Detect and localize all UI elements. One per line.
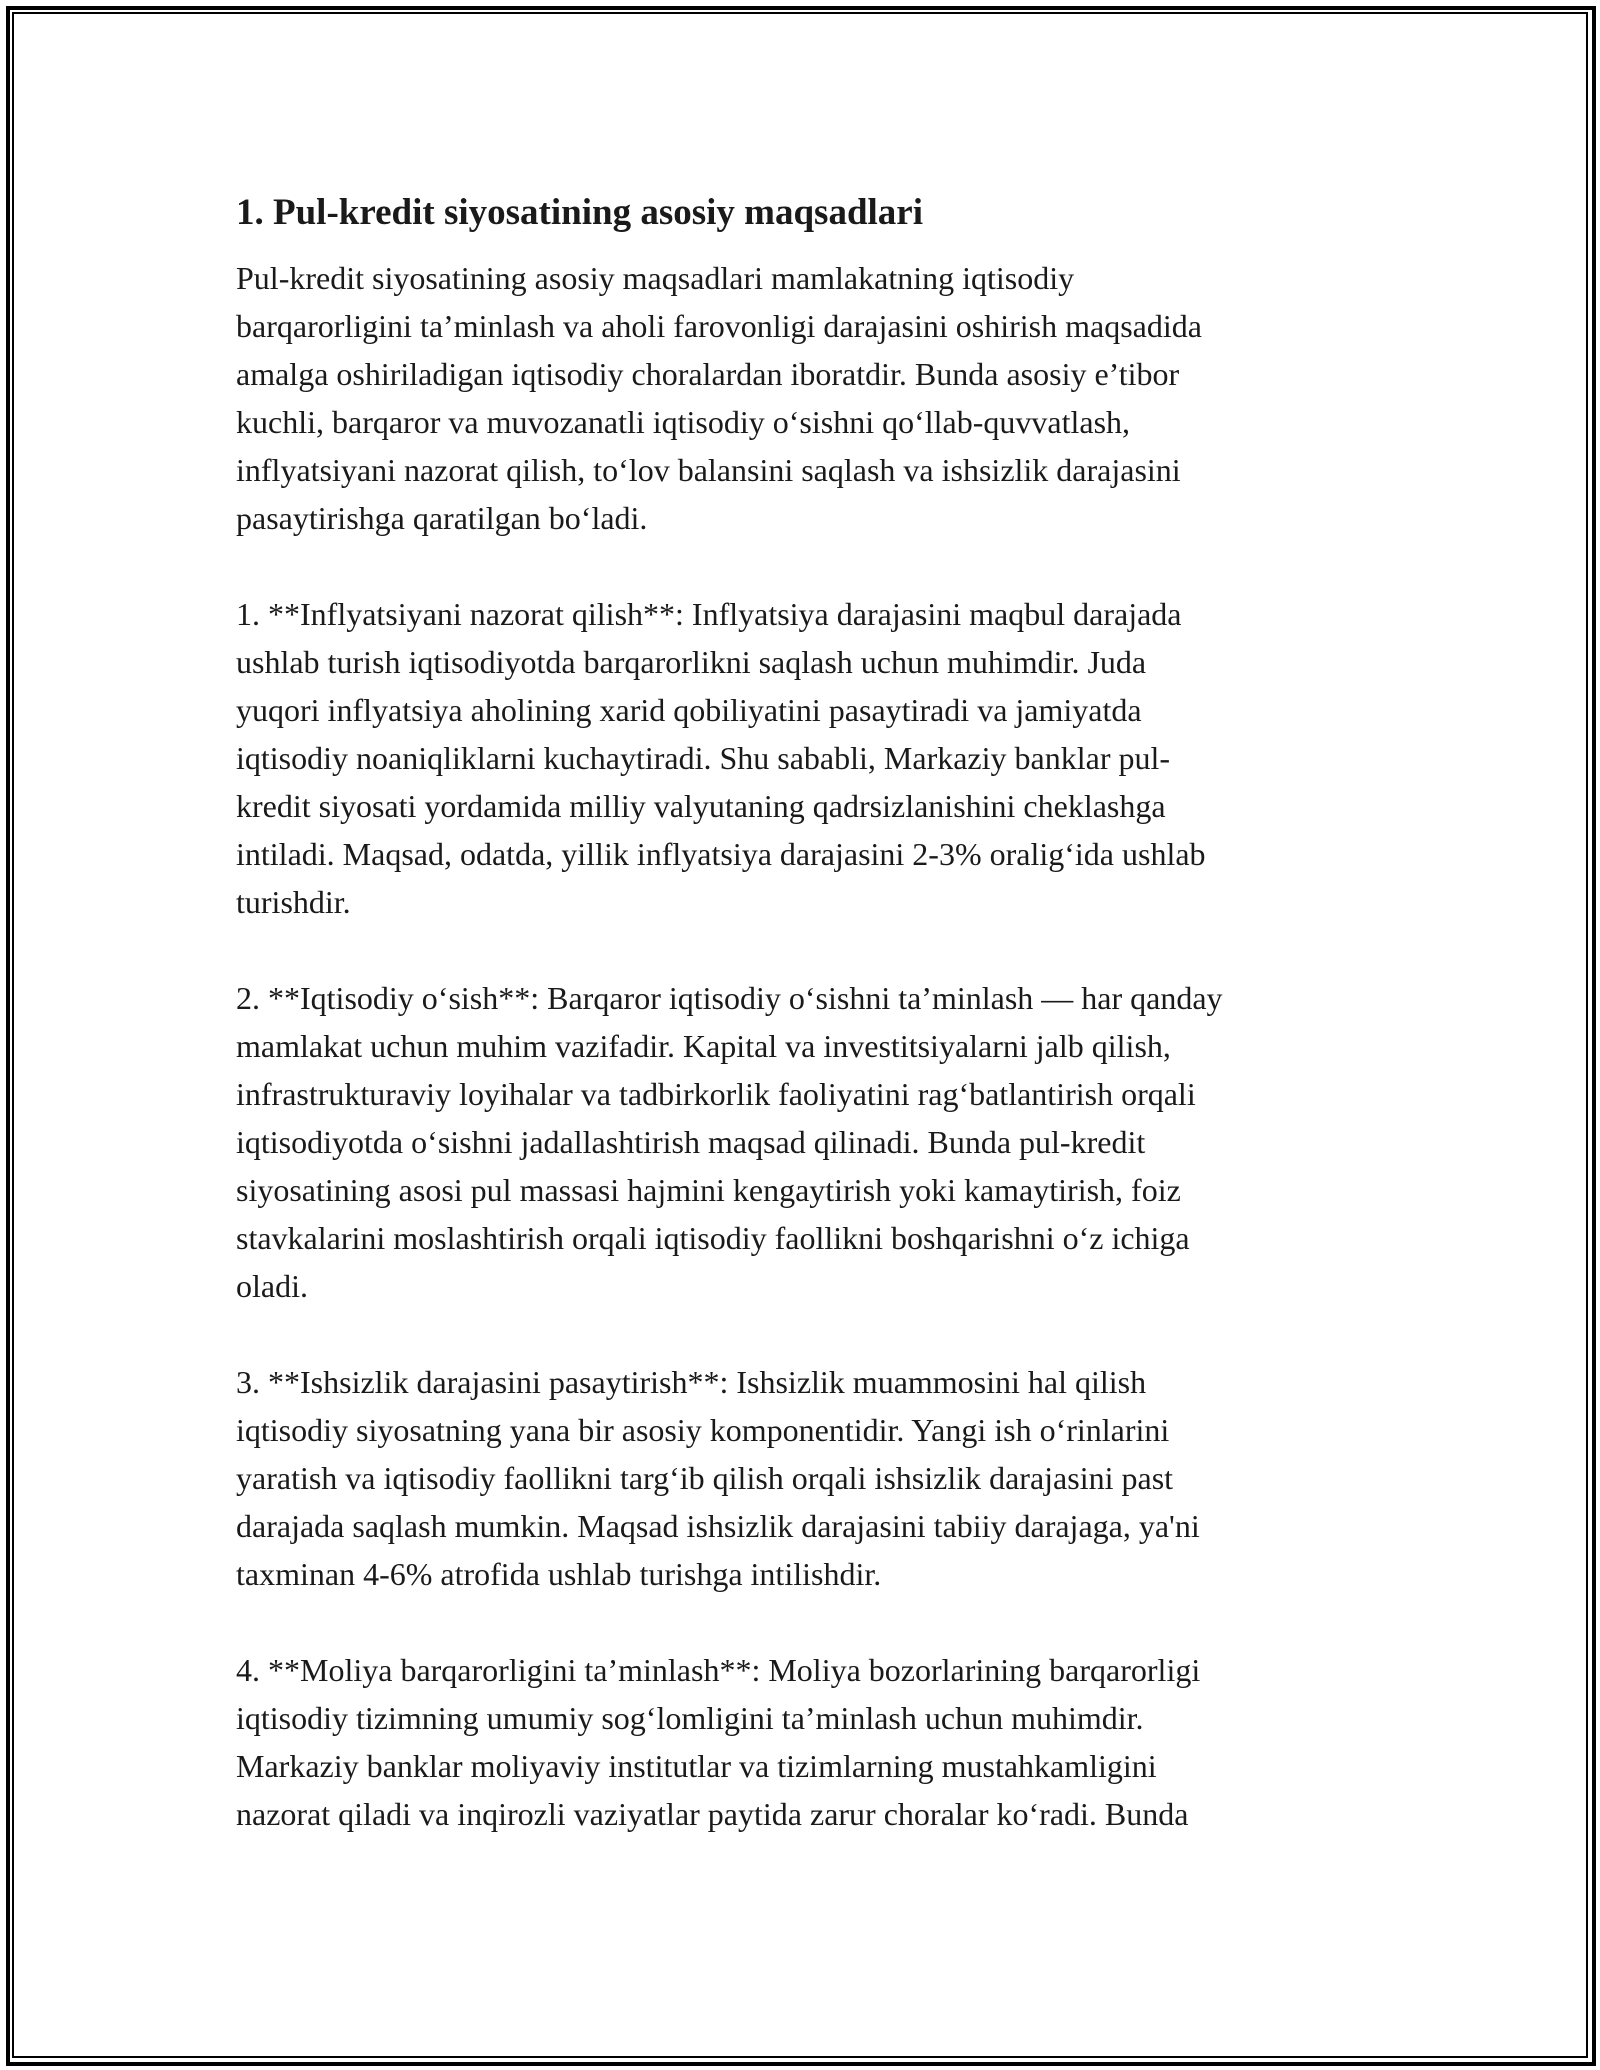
paragraph-spacer <box>236 542 1376 590</box>
intro-paragraph: Pul-kredit siyosatining asosiy maqsadlari mamlakatning iqtisodiy barqarorligini ta’minlash va aholi farovonligi darajasini oshirish maqsadida amalga oshiriladigan iqtisodiy choralardan iboratdir. Bunda asosiy e’tibor kuchli, barqaror va muvozanatli iqtisodiy o‘sishni qo‘llab-quvvatlash, inflyatsiyani nazorat qilish, to‘lov balansini saqlash va ishsizlik darajasini pasaytirishga qaratilgan bo‘ladi. <box>236 260 1202 536</box>
list-item-growth: 2. **Iqtisodiy o‘sish**: Barqaror iqtisodiy o‘sishni ta’minlash — har qanday mamlakat uchun muhim vazifadir. Kapital va investitsiyalarni jalb qilish, infrastrukturaviy loyihalar va tadbirkorlik faoliyatini rag‘batlantirish orqali iqtisodiyotda o‘sishni jadallashtirish maqsad qilinadi. Bunda pul-kredit siyosatining asosi pul massasi hajmini kengaytirish yoki kamaytirish, foiz stavkalarini moslashtirish orqali iqtisodiy faollikni boshqarishni o‘z ichiga oladi. <box>236 980 1223 1304</box>
paragraph-spacer <box>236 1310 1376 1358</box>
paragraph-spacer <box>236 1598 1376 1646</box>
list-item-inflation: 1. **Inflyatsiyani nazorat qilish**: Inflyatsiya darajasini maqbul darajada ushlab turish iqtisodiyotda barqarorlikni saqlash uchun muhimdir. Juda yuqori inflyatsiya aholining xarid qobiliyatini pasaytiradi va jamiyatda iqtisodiy noaniqliklarni kuchaytiradi. Shu sababli, Markaziy banklar pul- kredit siyosati yordamida milliy valyutaning qadrsizlanishini cheklashga intiladi. Maqsad, odatda, yillik inflyatsiya darajasini 2-3% oralig‘ida ushlab turishdir. <box>236 596 1206 920</box>
paragraph-spacer <box>236 926 1376 974</box>
section-heading: 1. Pul-kredit siyosatining asosiy maqsadlari <box>236 192 924 233</box>
list-item-unemployment: 3. **Ishsizlik darajasini pasaytirish**: Ishsizlik muammosini hal qilish iqtisodiy siyosatning yana bir asosiy komponentidir. Yangi ish o‘rinlarini yaratish va iqtisodiy faollikni targ‘ib qilish orqali ishsizlik darajasini past darajada saqlash mumkin. Maqsad ishsizlik darajasini tabiiy darajaga, ya'ni taxminan 4-6% atrofida ushlab turishga intilishdir. <box>236 1364 1200 1592</box>
list-item-financial-stability: 4. **Moliya barqarorligini ta’minlash**: Moliya bozorlarining barqarorligi iqtisodiy tizimning umumiy sog‘lomligini ta’minlash uchun muhimdir. Markaziy banklar moliyaviy institutlar va tizimlarning mustahkamligini nazorat qiladi va inqirozli vaziyatlar paytida zarur choralar ko‘radi. Bunda <box>236 1652 1201 1832</box>
document-body <box>236 188 1376 1838</box>
